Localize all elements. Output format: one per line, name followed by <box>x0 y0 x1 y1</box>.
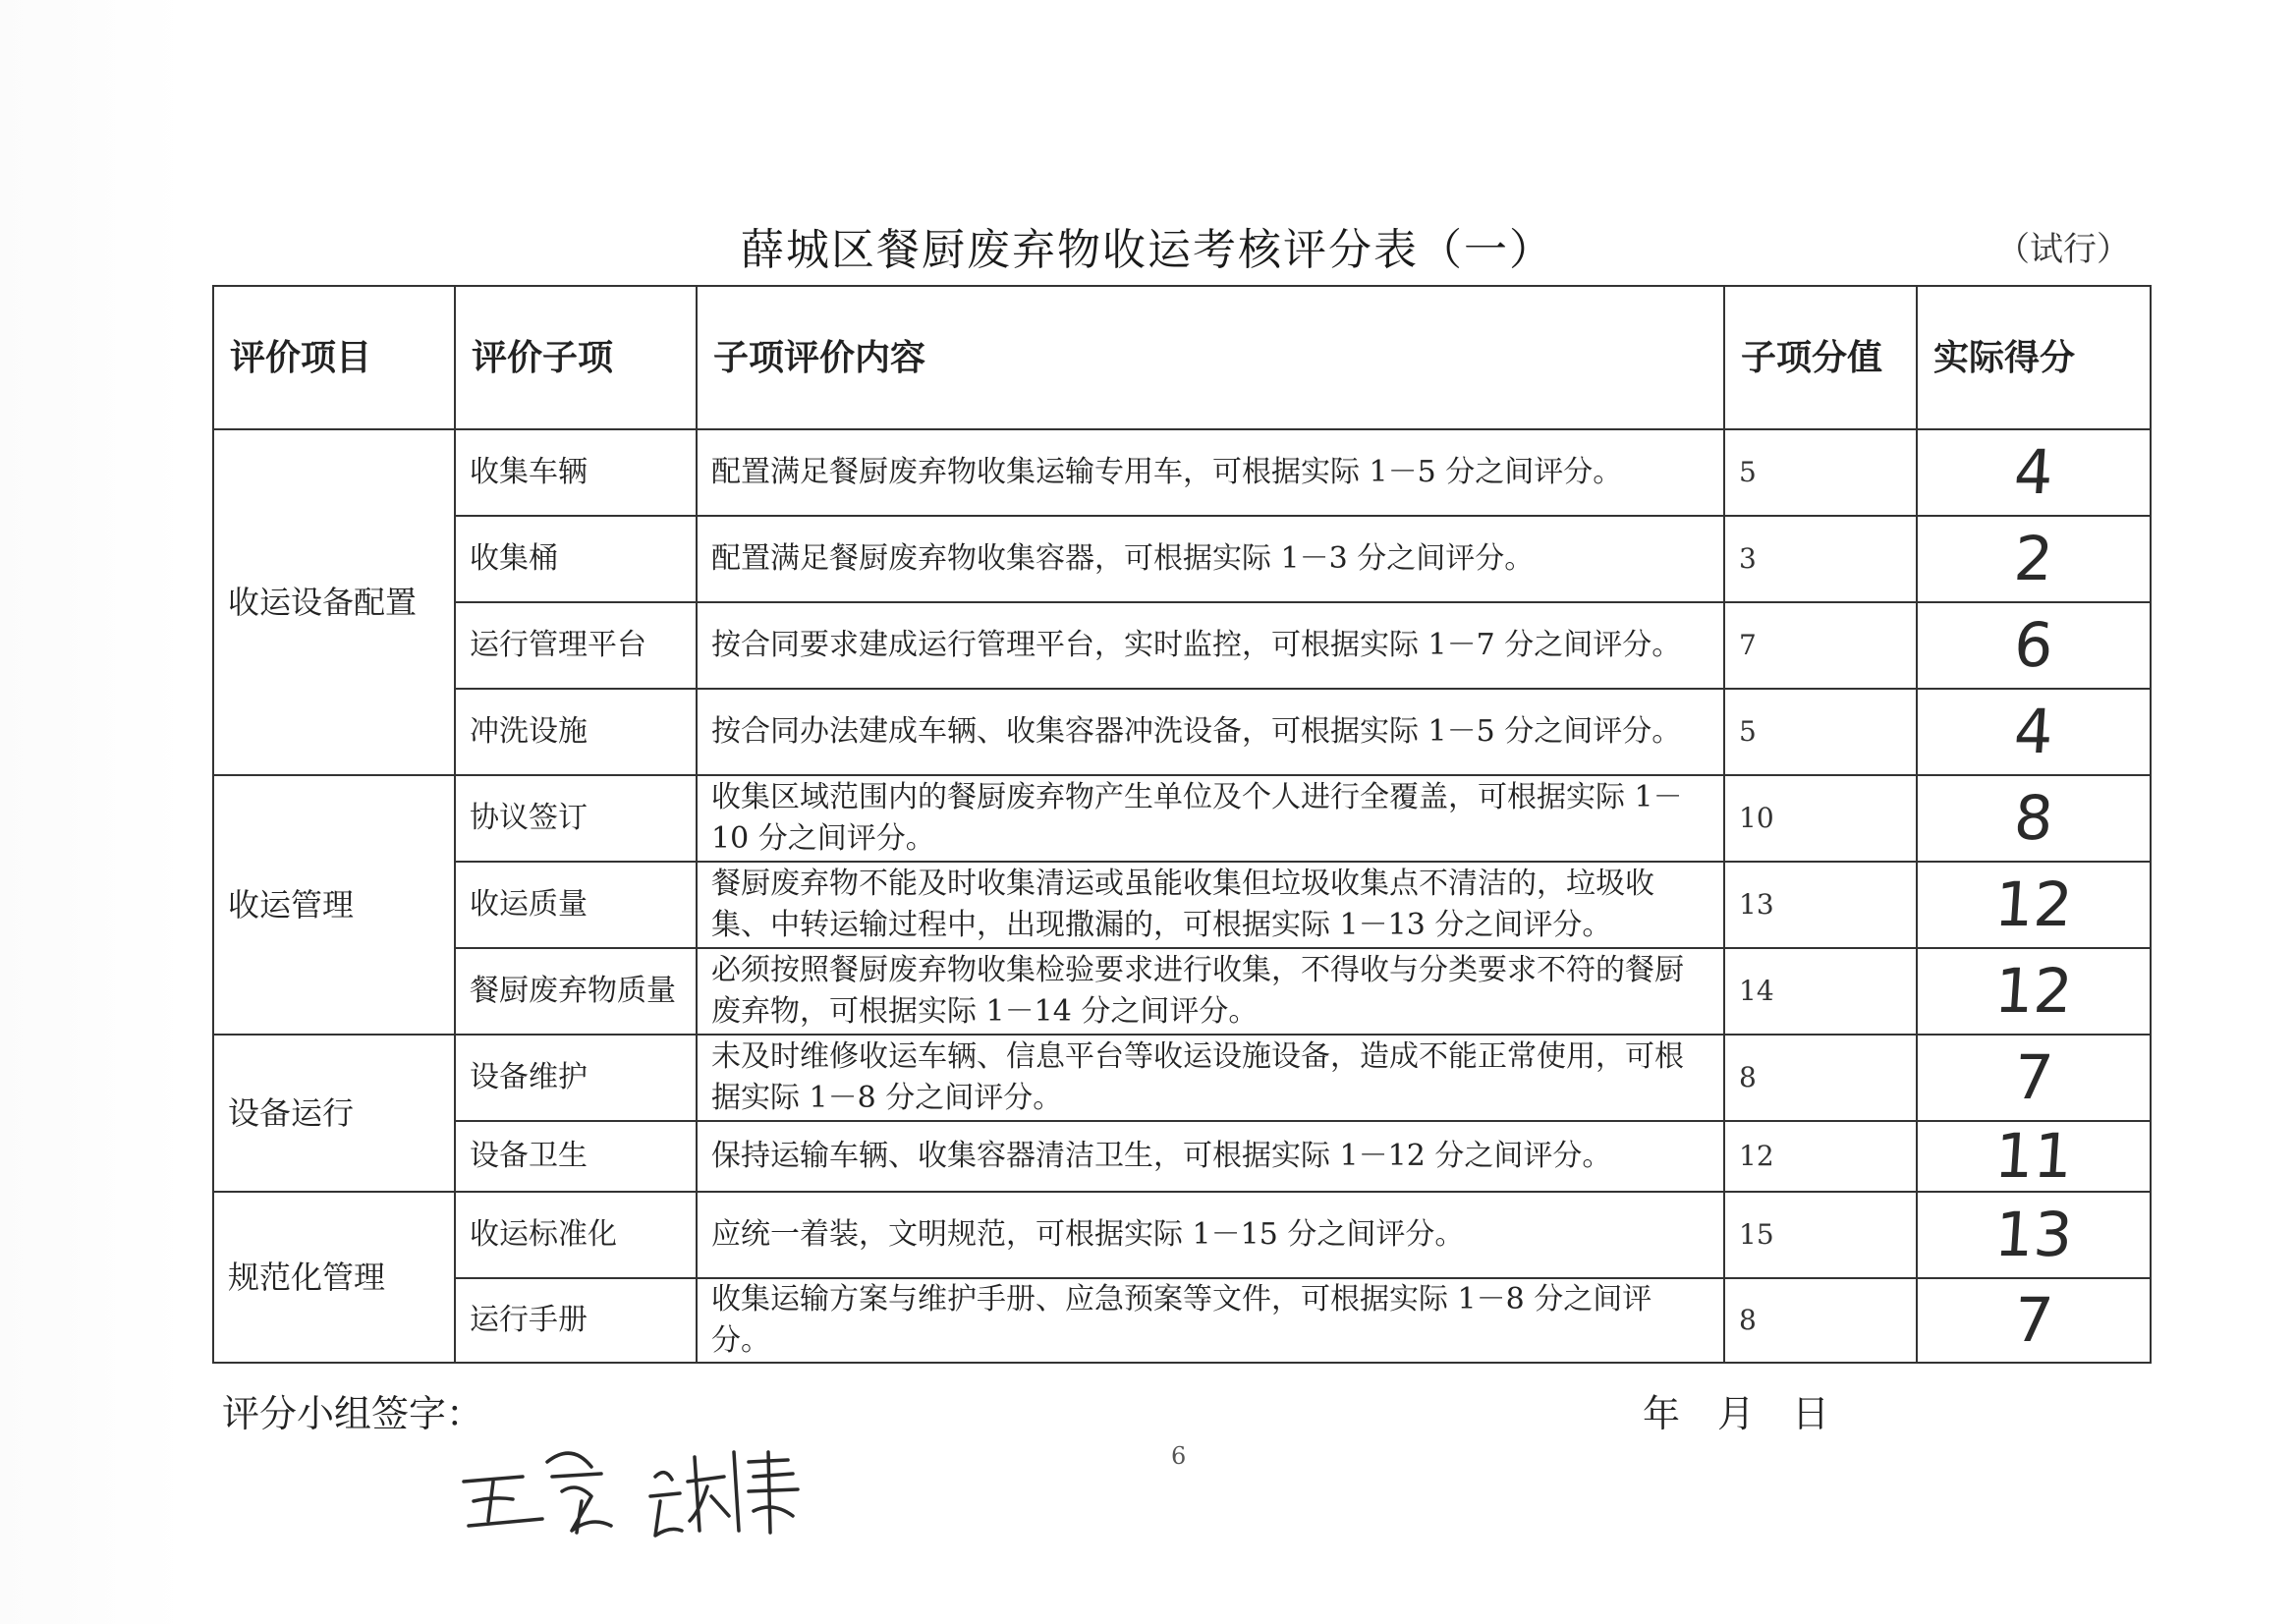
actual-score-handwritten: 6 <box>1914 602 2154 689</box>
content-cell: 配置满足餐厨废弃物收集容器，可根据实际 1－3 分之间评分。 <box>697 516 1724 602</box>
actual-score-handwritten: 13 <box>1914 1192 2154 1278</box>
actual-score-handwritten: 4 <box>1914 429 2154 516</box>
table-row <box>213 1035 2151 1121</box>
max-score-cell: 14 <box>1724 948 1917 1035</box>
signature-label: 评分小组签字： <box>222 1392 484 1435</box>
table-row <box>213 862 2151 948</box>
page-title: 薛城区餐厨废弃物收运考核评分表（一） <box>741 225 1554 275</box>
scoring-table <box>212 285 2152 1364</box>
subitem-cell: 收集车辆 <box>455 429 697 516</box>
max-score-cell: 10 <box>1724 775 1917 862</box>
content-cell: 必须按照餐厨废弃物收集检验要求进行收集，不得收与分类要求不符的餐厨废弃物，可根据实际 1－14 分之间评分。 <box>697 948 1724 1035</box>
max-score-cell: 13 <box>1724 862 1917 948</box>
subitem-cell: 收集桶 <box>455 516 697 602</box>
subitem-cell: 收运质量 <box>455 862 697 948</box>
content-cell: 应统一着装，文明规范，可根据实际 1－15 分之间评分。 <box>697 1192 1724 1278</box>
max-score-cell: 3 <box>1724 516 1917 602</box>
table-row <box>213 602 2151 689</box>
content-cell: 按合同要求建成运行管理平台，实时监控，可根据实际 1－7 分之间评分。 <box>697 602 1724 689</box>
max-score-cell: 15 <box>1724 1192 1917 1278</box>
trial-note: （试行） <box>1996 230 2130 269</box>
subitem-cell: 收运标准化 <box>455 1192 697 1278</box>
actual-score-handwritten: 7 <box>1914 1278 2154 1363</box>
page-number: 6 <box>1171 1442 1187 1470</box>
actual-score-handwritten: 12 <box>1914 948 2154 1035</box>
table-row <box>213 429 2151 516</box>
subitem-cell: 冲洗设施 <box>455 689 697 775</box>
subitem-cell: 设备卫生 <box>455 1121 697 1192</box>
content-cell: 餐厨废弃物不能及时收集清运或虽能收集但垃圾收集点不清洁的，垃圾收集、中转运输过程中，出现撒漏的，可根据实际 1－13 分之间评分。 <box>697 862 1724 948</box>
header-category: 评价项目 <box>213 286 455 429</box>
actual-score-handwritten: 11 <box>1914 1121 2153 1192</box>
subitem-cell: 运行管理平台 <box>455 602 697 689</box>
category-cell: 收运管理 <box>213 775 455 1035</box>
actual-score-handwritten: 12 <box>1914 862 2154 948</box>
actual-score-handwritten: 2 <box>1914 516 2154 602</box>
actual-score-handwritten: 8 <box>1914 775 2154 862</box>
category-cell: 设备运行 <box>213 1035 455 1192</box>
date-label: 年 月 日 <box>1643 1392 1830 1435</box>
content-cell: 收集运输方案与维护手册、应急预案等文件，可根据实际 1－8 分之间评分。 <box>697 1278 1724 1363</box>
max-score-cell: 12 <box>1724 1121 1917 1192</box>
header-max-score: 子项分值 <box>1724 286 1917 429</box>
max-score-cell: 5 <box>1724 689 1917 775</box>
content-cell: 配置满足餐厨废弃物收集运输专用车，可根据实际 1－5 分之间评分。 <box>697 429 1724 516</box>
category-cell: 规范化管理 <box>213 1192 455 1363</box>
content-cell: 按合同办法建成车辆、收集容器冲洗设备，可根据实际 1－5 分之间评分。 <box>697 689 1724 775</box>
actual-score-handwritten: 7 <box>1914 1035 2154 1121</box>
content-cell: 保持运输车辆、收集容器清洁卫生，可根据实际 1－12 分之间评分。 <box>697 1121 1724 1192</box>
actual-score-handwritten: 4 <box>1914 689 2154 775</box>
content-cell: 收集区域范围内的餐厨废弃物产生单位及个人进行全覆盖，可根据实际 1－10 分之间评分。 <box>697 775 1724 862</box>
table-row <box>213 689 2151 775</box>
table-row <box>213 516 2151 602</box>
table-row <box>213 775 2151 862</box>
table-header-row <box>213 286 2151 429</box>
header-content: 子项评价内容 <box>697 286 1724 429</box>
table-row <box>213 1278 2151 1363</box>
subitem-cell: 运行手册 <box>455 1278 697 1363</box>
header-actual-score: 实际得分 <box>1917 286 2151 429</box>
handwritten-signature <box>454 1423 827 1550</box>
subitem-cell: 协议签订 <box>455 775 697 862</box>
max-score-cell: 7 <box>1724 602 1917 689</box>
content-cell: 未及时维修收运车辆、信息平台等收运设施设备，造成不能正常使用，可根据实际 1－8 分之间评分。 <box>697 1035 1724 1121</box>
subitem-cell: 设备维护 <box>455 1035 697 1121</box>
category-cell: 收运设备配置 <box>213 429 455 775</box>
header-subitem: 评价子项 <box>455 286 697 429</box>
max-score-cell: 8 <box>1724 1035 1917 1121</box>
max-score-cell: 5 <box>1724 429 1917 516</box>
table-row <box>213 948 2151 1035</box>
table-row <box>213 1192 2151 1278</box>
table-row <box>213 1121 2151 1192</box>
subitem-cell: 餐厨废弃物质量 <box>455 948 697 1035</box>
max-score-cell: 8 <box>1724 1278 1917 1363</box>
